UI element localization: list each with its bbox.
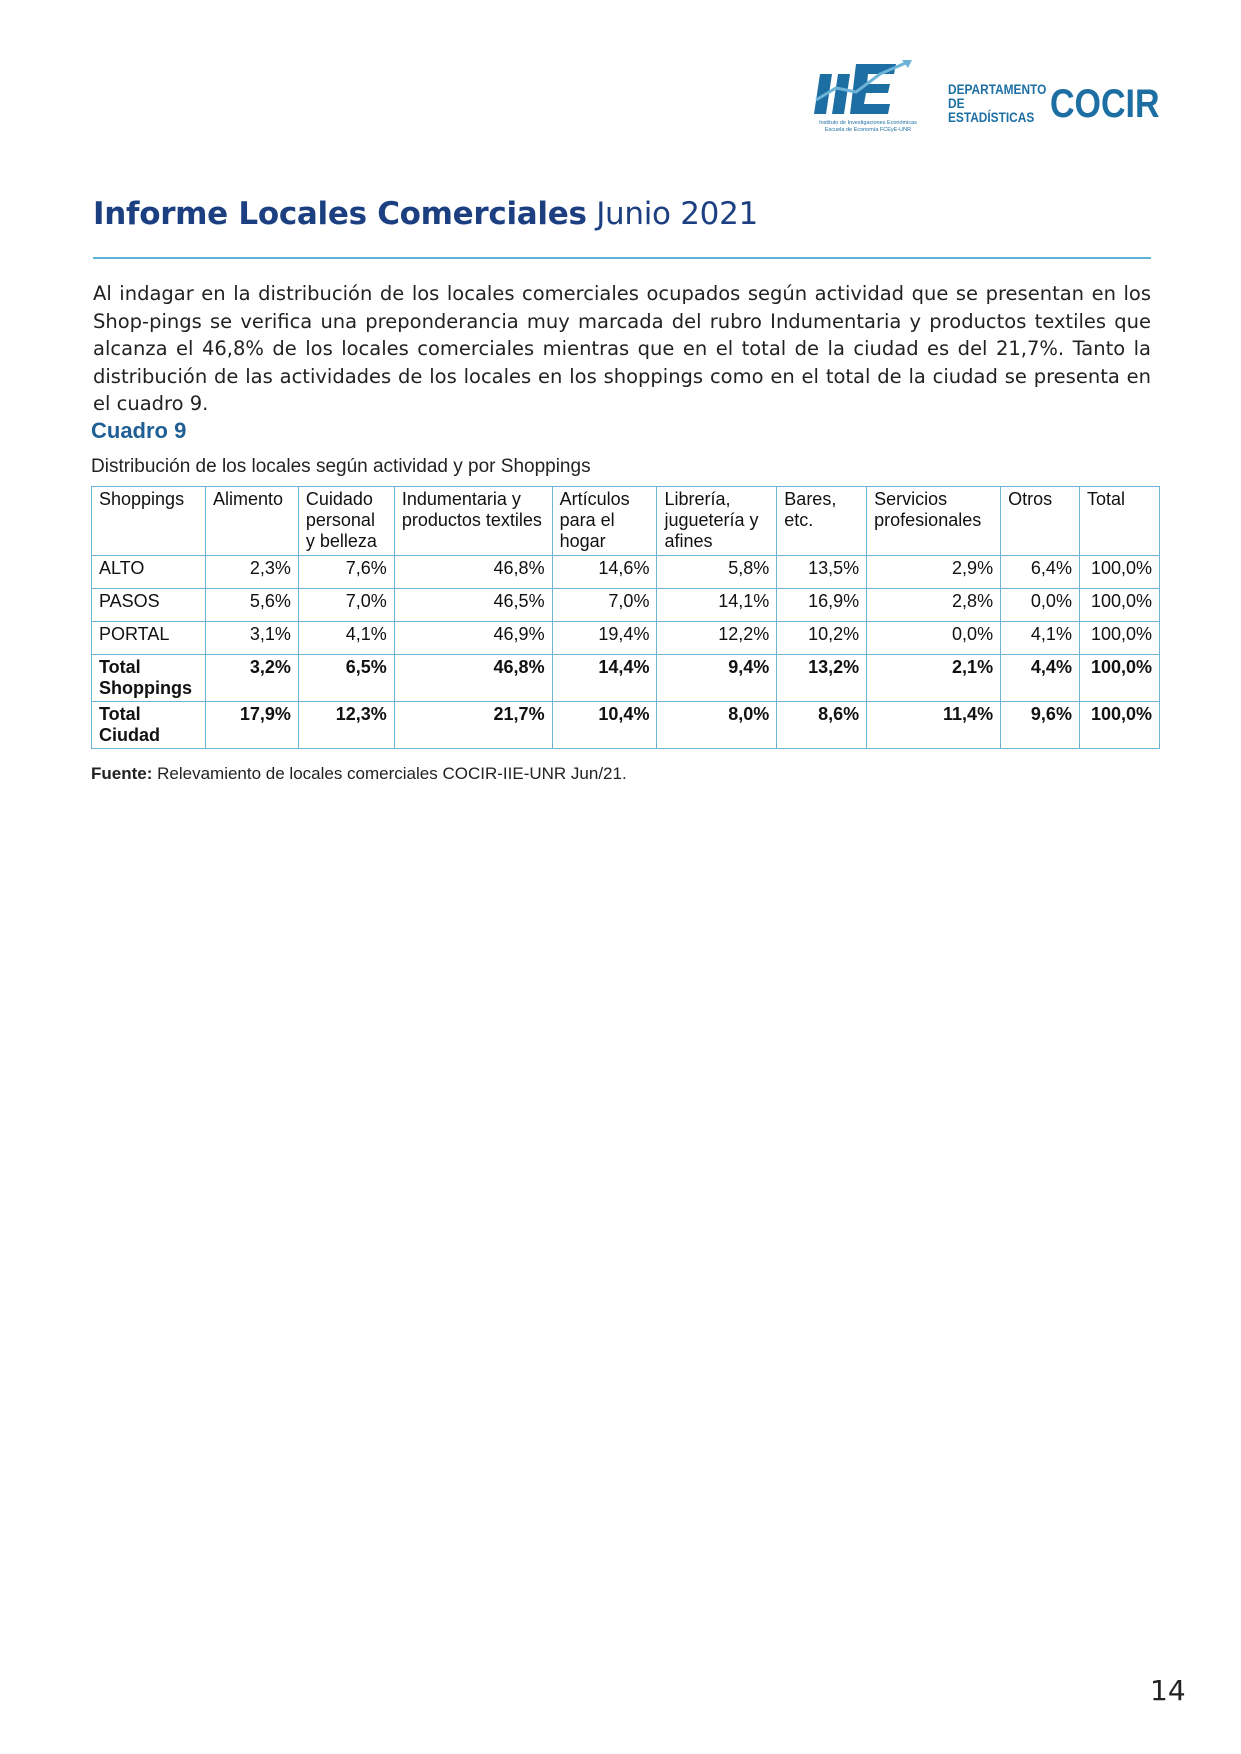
source-note	[91, 764, 627, 784]
table-cell: 7,6%	[298, 556, 394, 589]
header-cell: Servicios profesionales	[867, 487, 1001, 556]
row-label: ALTO	[92, 556, 206, 589]
table-row	[92, 622, 1160, 655]
data-table	[91, 486, 1160, 749]
dept-text	[948, 83, 1045, 125]
table-cell: 3,2%	[205, 655, 298, 702]
table-cell: 11,4%	[867, 702, 1001, 749]
header-cell: Cuidado personal y belleza	[298, 487, 394, 556]
table-cell: 2,1%	[867, 655, 1001, 702]
table-cell: 2,9%	[867, 556, 1001, 589]
iie-subtitle-2: Escuela de Economía FCEyE-UNR	[824, 127, 912, 133]
header-cell: Indumentaria y productos textiles	[394, 487, 552, 556]
table-cell: 2,3%	[205, 556, 298, 589]
table-cell: 100,0%	[1079, 589, 1159, 622]
table-cell: 9,6%	[1001, 702, 1080, 749]
table-cell: 17,9%	[205, 702, 298, 749]
header-cell: Shoppings	[92, 487, 206, 556]
header-cell: Librería, juguetería y afines	[657, 487, 777, 556]
table-cell: 0,0%	[867, 622, 1001, 655]
intro-paragraph: Al indagar en la distribución de los locales comerciales ocupados según actividad que se presentan en los Shop-pings se verifica una preponderancia muy marcada del rubro Indumentaria y productos textiles que alcanza el 46,8% de los locales comerciales mientras que en el total de la ciudad es del 21,7%. Tanto la distribución de las actividades de los locales en los shoppings como en el total de la ciudad se presenta en el cuadro 9.	[93, 282, 1151, 415]
table-row-total-ciudad	[92, 702, 1160, 749]
header-cell: Otros	[1001, 487, 1080, 556]
table-cell: 13,2%	[777, 655, 867, 702]
title-light: Junio 2021	[596, 196, 758, 232]
table-cell: 12,2%	[657, 622, 777, 655]
table-cell: 46,5%	[394, 589, 552, 622]
table-cell: 7,0%	[552, 589, 657, 622]
header-cell: Alimento	[205, 487, 298, 556]
table-row-total-shoppings	[92, 655, 1160, 702]
table-cell: 4,1%	[298, 622, 394, 655]
dept-line-2: ESTADÍSTICAS	[948, 110, 1035, 125]
table-cell: 46,9%	[394, 622, 552, 655]
row-label: PASOS	[92, 589, 206, 622]
header-cell: Bares, etc.	[777, 487, 867, 556]
iie-logo	[812, 60, 924, 136]
table-cell: 14,1%	[657, 589, 777, 622]
table-cell: 13,5%	[777, 556, 867, 589]
table-cell: 16,9%	[777, 589, 867, 622]
table-label: Cuadro 9	[91, 418, 187, 443]
table-cell: 6,4%	[1001, 556, 1080, 589]
table-cell: 8,0%	[657, 702, 777, 749]
page-title	[93, 196, 758, 232]
table-cell: 5,8%	[657, 556, 777, 589]
title-bold: Informe Locales Comerciales	[93, 196, 587, 232]
table-cell: 8,6%	[777, 702, 867, 749]
table-header-row	[92, 487, 1160, 556]
table-cell: 4,4%	[1001, 655, 1080, 702]
table-cell: 7,0%	[298, 589, 394, 622]
cocir-wordmark: COCIR	[1050, 82, 1160, 126]
table-cell: 14,6%	[552, 556, 657, 589]
table-cell: 12,3%	[298, 702, 394, 749]
table-cell: 100,0%	[1079, 702, 1159, 749]
table-cell: 10,2%	[777, 622, 867, 655]
table-cell: 5,6%	[205, 589, 298, 622]
header-cell: Artículos para el hogar	[552, 487, 657, 556]
row-label: PORTAL	[92, 622, 206, 655]
table-cell: 46,8%	[394, 655, 552, 702]
row-label: Total Ciudad	[92, 702, 206, 749]
table-cell: 14,4%	[552, 655, 657, 702]
cocir-logo	[948, 82, 1179, 126]
iie-subtitle-1: Instituto de Investigaciones Económicas	[819, 120, 917, 126]
table-cell: 100,0%	[1079, 556, 1159, 589]
table-cell: 2,8%	[867, 589, 1001, 622]
table-cell: 100,0%	[1079, 622, 1159, 655]
table-cell: 100,0%	[1079, 655, 1159, 702]
title-divider	[93, 257, 1151, 259]
table-cell: 21,7%	[394, 702, 552, 749]
table-cell: 46,8%	[394, 556, 552, 589]
page-number: 14	[1150, 1674, 1186, 1707]
table-cell: 6,5%	[298, 655, 394, 702]
table-row	[92, 556, 1160, 589]
table-cell: 0,0%	[1001, 589, 1080, 622]
table-cell: 4,1%	[1001, 622, 1080, 655]
table-cell: 19,4%	[552, 622, 657, 655]
source-text: Relevamiento de locales comerciales COCIR-IIE-UNR Jun/21.	[152, 764, 627, 783]
header-cell: Total	[1079, 487, 1159, 556]
table-caption: Distribución de los locales según actividad y por Shoppings	[91, 456, 591, 477]
dept-line-1: DEPARTAMENTO DE	[948, 82, 1047, 111]
row-label: Total Shoppings	[92, 655, 206, 702]
table-cell: 10,4%	[552, 702, 657, 749]
table-cell: 9,4%	[657, 655, 777, 702]
iie-logo-mark	[812, 60, 924, 118]
table-cell: 3,1%	[205, 622, 298, 655]
table-row	[92, 589, 1160, 622]
source-label: Fuente:	[91, 764, 153, 783]
